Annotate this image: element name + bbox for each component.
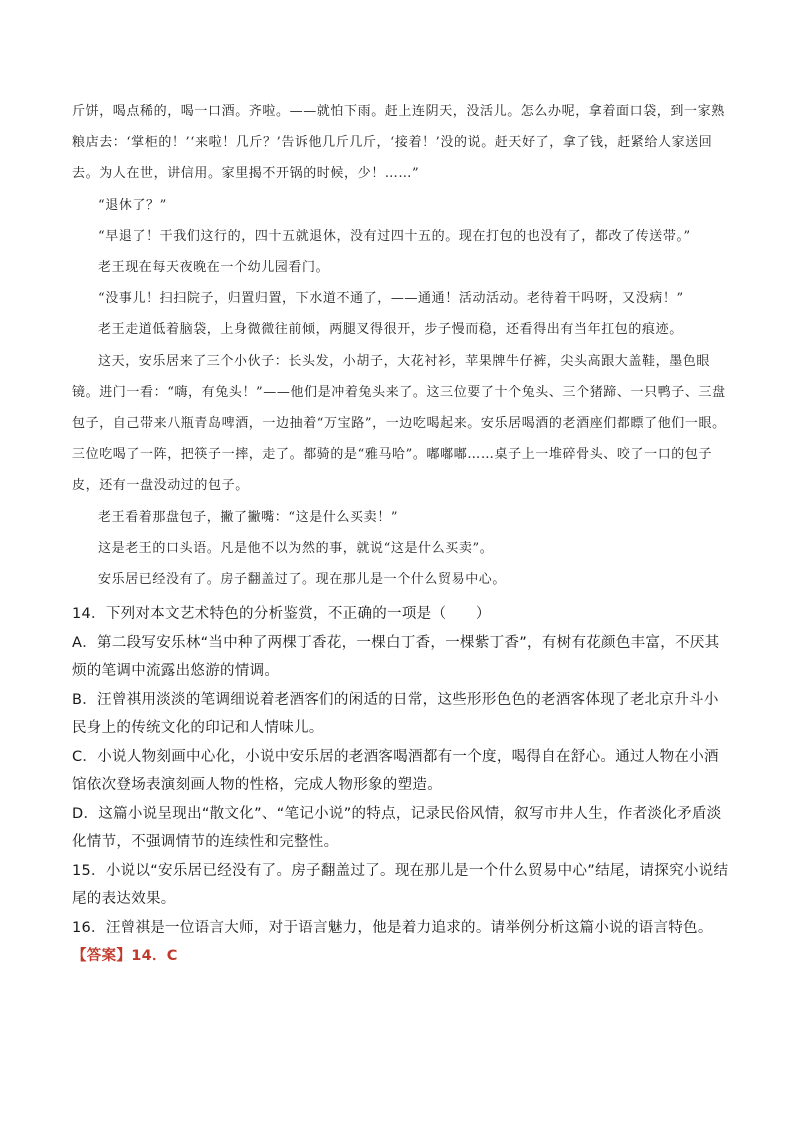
question-16: 16．汪曾祺是一位语言大师，对于语言魅力，他是着力追求的。请举例分析这篇小说的语言特色。 — [72, 919, 713, 936]
question-14-option-d: D．这篇小说呈现出“散文化”、“笔记小说”的特点，记录民俗风情，叙写市井人生，作者淡化矛盾淡化情节，不强调情节的连续性和完整性。 — [72, 805, 722, 850]
question-14-option-a: A．第二段写安乐林“当中种了两棵丁香花，一棵白丁香，一棵紫丁香”，有树有花颜色丰富，不厌其烦的笔调中流露出悠游的情调。 — [72, 634, 720, 679]
story-paragraph: 老王现在每天夜晚在一个幼儿园看门。 — [98, 260, 330, 276]
question-14-option-c: C．小说人物刻画中心化，小说中安乐居的老酒客喝酒都有一个度，喝得自在舒心。通过人物在小酒馆依次登场表演刻画人物的性格，完成人物形象的塑造。 — [72, 748, 719, 793]
answer-value: 14．C — [131, 948, 178, 964]
story-paragraph: “没事儿！扫扫院子，归置归置，下水道不通了，——通通！活动活动。老待着干吗呀，又没病！” — [98, 291, 684, 307]
story-paragraph: 老王看着那盘包子，撇了撇嘴：“这是什么买卖！” — [98, 509, 399, 525]
story-paragraph: “早退了！干我们这行的，四十五就退休，没有过四十五的。现在打包的也没有了，都改了传送带。” — [98, 228, 691, 244]
story-paragraph: 这天，安乐居来了三个小伙子：长头发，小胡子，大花衬衫，苹果牌牛仔裤，尖头高跟大盖鞋，墨色眼镜。进门一看：“嗨，有兔头！”——他们是冲着兔头来了。这三位要了十个兔头、三个猪蹄、一只鸭子、三盘包子，自己带来八瓶青岛啤酒，一边抽着“万宝路”，一边吃喝起来。安乐居喝酒的老酒座们都瞟了他们一眼。三位吃喝了一阵，把筷子一摔，走了。都骑的是“雅马哈”。嘟嘟嘟……桌子上一堆碎骨头、咬了一口的包子皮，还有一盘没动过的包子。 — [72, 353, 726, 494]
story-excerpt — [72, 96, 732, 595]
question-14-stem: 14．下列对本文艺术特色的分析鉴赏，不正确的一项是（ ） — [72, 606, 491, 622]
story-paragraph: 安乐居已经没有了。房子翻盖过了。现在那儿是一个什么贸易中心。 — [98, 572, 507, 588]
story-paragraph: 老王走道低着脑袋，上身微微往前倾，两腿叉得很开，步子慢而稳，还看得出有当年扛包的痕迹。 — [98, 322, 683, 338]
answer-label: 【答案】 — [72, 948, 132, 964]
answer-line — [72, 942, 732, 971]
question-15: 15．小说以“安乐居已经没有了。房子翻盖过了。现在那儿是一个什么贸易中心”结尾，请探究小说结尾的表达效果。 — [72, 862, 729, 907]
question-14-option-b: B．汪曾祺用淡淡的笔调细说着老酒客们的闲适的日常，这些形形色色的老酒客体现了老北京升斗小民身上的传统文化的印记和人情味儿。 — [72, 691, 719, 736]
story-paragraph: “退休了？” — [98, 197, 167, 213]
questions-section — [72, 600, 732, 971]
story-paragraph: 斤饼，喝点稀的，喝一口酒。齐啦。——就怕下雨。赶上连阴天，没活儿。怎么办呢，拿着面口袋，到一家熟粮店去：‘掌柜的！’‘来啦！几斤？’告诉他几斤几斤，‘接着！’没的说。赶天好了，拿了钱，赶紧给人家送回去。为人在世，讲信用。家里揭不开锅的时候，少！……” — [72, 104, 725, 182]
story-paragraph: 这是老王的口头语。凡是他不以为然的事，就说“这是什么买卖”。 — [98, 540, 494, 556]
